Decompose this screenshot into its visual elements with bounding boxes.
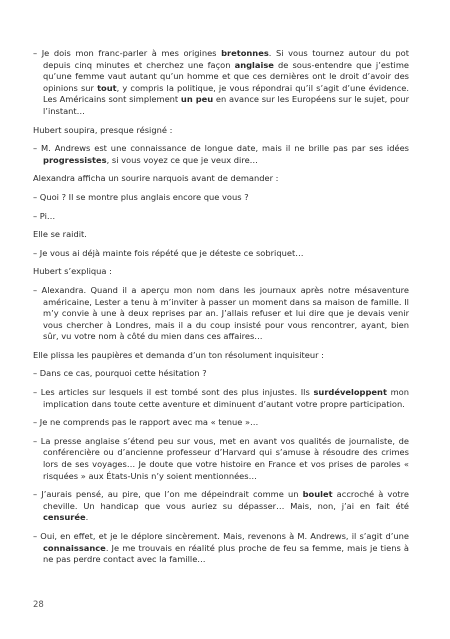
text-segment: – Les articles sur lesquels il est tombé sont des plus injustes. Ils	[33, 387, 314, 398]
emphasis-text: censurée	[43, 512, 86, 523]
dialogue-paragraph	[33, 417, 409, 429]
dialogue-paragraph	[33, 248, 409, 260]
text-segment: – Je vous ai déjà mainte fois répété que je déteste ce sobriquet…	[33, 247, 304, 258]
text-segment: Elle se raidit.	[33, 229, 87, 240]
text-segment: Hubert soupira, presque résigné :	[33, 124, 173, 135]
text-segment: de sous-entendre que j’estime qu’une femme vaut autant qu’un homme et que ces dernières ont le droit d’avoir des opinions sur	[43, 59, 410, 93]
narration-paragraph	[33, 229, 409, 241]
dialogue-paragraph	[33, 143, 409, 166]
narration-paragraph	[33, 266, 409, 278]
text-segment: – Je ne comprends pas le rapport avec ma « tenue »…	[33, 417, 259, 428]
text-segment: , y compris la politique, je vous répondrai qu’il s’agit d’une évidence. Les Américains sont simplement	[43, 82, 409, 105]
text-segment: – J’aurais pensé, au pire, que l’on me dépeindrait comme un	[33, 489, 303, 500]
text-segment: – Alexandra. Quand il a aperçu mon nom dans les journaux après notre mésaventure américaine, Lester a tenu à m’inviter à passer un moment dans sa maison de famille. Il m’y convie à une à deux reprises par an. J’allais refuser et lui dire que je devais venir vous chercher à Londres, mais il a du coup insisté pour vous rencontrer, ayant, bien sûr, vu votre nom à côté du mien dans ces affaires…	[33, 284, 409, 342]
dialogue-paragraph	[33, 436, 409, 482]
text-segment: en avance sur les Européens sur le sujet, pour l’instant…	[43, 94, 409, 116]
emphasis-text: tout	[97, 82, 117, 93]
emphasis-text: un peu	[180, 94, 214, 105]
text-segment: .	[85, 512, 89, 523]
narration-paragraph	[33, 125, 409, 137]
emphasis-text: boulet	[302, 489, 333, 500]
dialogue-paragraph	[33, 489, 409, 524]
text-segment: – Quoi ? Il se montre plus anglais encore que vous ?	[33, 191, 249, 202]
text-segment: mon implication dans toute cette aventure et diminuent d’autant votre propre participation.	[43, 387, 410, 409]
page-number: 28	[33, 600, 44, 610]
dialogue-paragraph	[33, 368, 409, 380]
dialogue-paragraph	[33, 48, 409, 118]
emphasis-text: bretonnes	[221, 48, 269, 58]
emphasis-text: surdéveloppent	[313, 387, 387, 398]
emphasis-text: anglaise	[234, 59, 274, 70]
narration-paragraph	[33, 350, 409, 362]
dialogue-paragraph	[33, 387, 409, 410]
text-segment: – Je dois mon franc-parler à mes origines	[33, 48, 222, 58]
narration-paragraph	[33, 173, 409, 185]
text-segment: – Oui, en effet, et je le déplore sincèrement. Mais, revenons à M. Andrews, il s’agit d’une	[33, 531, 409, 541]
emphasis-text: progressistes	[43, 154, 107, 165]
dialogue-paragraph	[33, 285, 409, 343]
text-segment: accroché à votre cheville. Un handicap que vous auriez su dépasser… Mais, non, j’ai en fait été	[43, 489, 409, 511]
dialogue-paragraph	[33, 531, 409, 566]
emphasis-text: connaissance	[43, 542, 106, 553]
text-segment: Elle plissa les paupières et demanda d’un ton résolument inquisiteur :	[33, 349, 324, 360]
text-segment: – La presse anglaise s’étend peu sur vous, met en avant vos qualités de journaliste, de conférencière ou d’ancienne professeur d’Harvard qui s’amuse à résoudre des crimes lors de ses voyages… Je doute que votre histoire en France et vos prises de paroles « risquées » aux États-Unis n’y soient mentionnées…	[33, 435, 409, 481]
text-segment: , si vous voyez ce que je veux dire…	[106, 154, 258, 165]
text-segment: . Si vous tournez autour du pot depuis cinq minutes et cherchez une façon	[43, 48, 409, 70]
text-segment: . Je me trouvais en réalité plus proche de feu sa femme, mais je tiens à ne pas perdre contact avec la famille…	[43, 542, 409, 565]
text-segment: – Pi…	[33, 210, 56, 221]
page-body	[33, 48, 409, 573]
text-segment: – Dans ce cas, pourquoi cette hésitation ?	[33, 368, 207, 379]
text-segment: Hubert s’expliqua :	[33, 266, 112, 277]
dialogue-paragraph	[33, 192, 409, 204]
text-segment: Alexandra afficha un sourire narquois avant de demander :	[33, 173, 279, 184]
dialogue-paragraph	[33, 211, 409, 223]
text-segment: – M. Andrews est une connaissance de longue date, mais il ne brille pas par ses idées	[33, 143, 409, 154]
